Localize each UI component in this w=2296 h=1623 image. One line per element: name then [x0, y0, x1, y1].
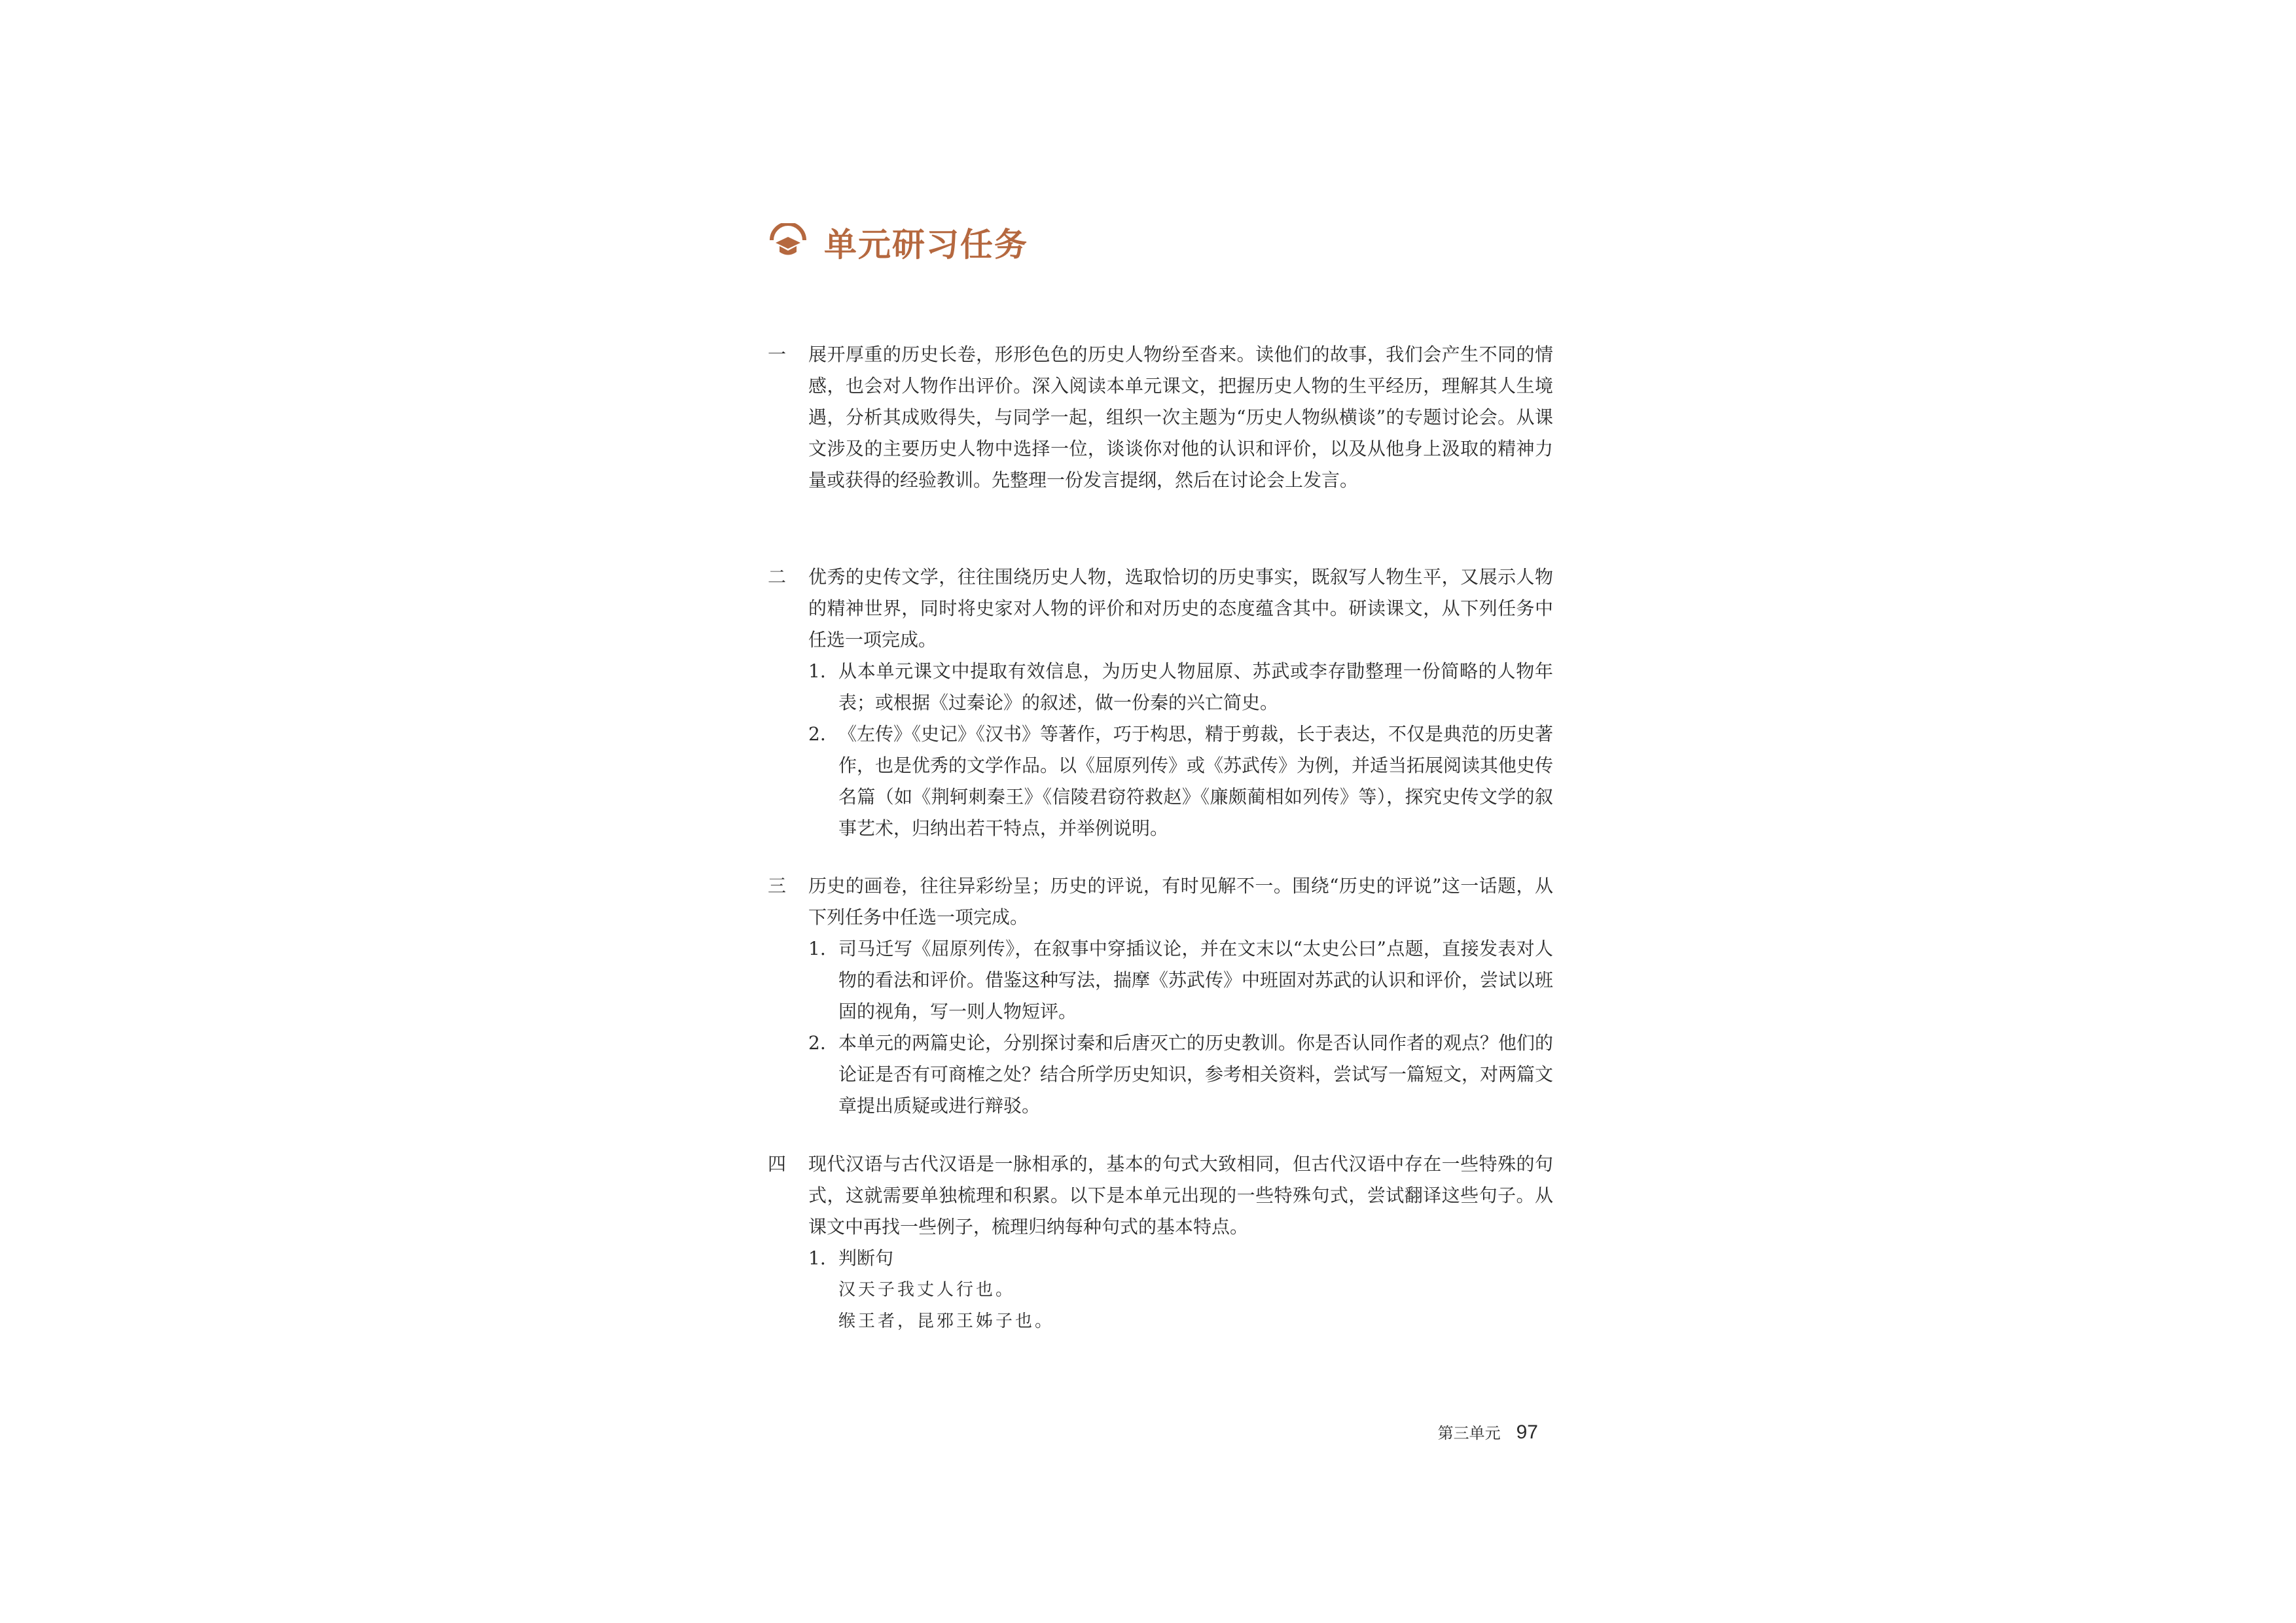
subtask-item: [808, 656, 1553, 719]
subtask-item: [808, 933, 1553, 1027]
task-2: [768, 562, 1553, 844]
task-number: 三: [768, 875, 787, 897]
task-text: 现代汉语与古代汉语是一脉相承的，基本的句式大致相同，但古代汉语中存在一些特殊的句式，这就需要单独梳理和积累。以下是本单元出现的一些特殊句式，尝试翻译这些句子。从课文中再找一些例子，梳理归纳每种句式的基本特点。: [808, 1153, 1553, 1238]
task-text: 展开厚重的历史长卷，形形色色的历史人物纷至沓来。读他们的故事，我们会产生不同的情感，也会对人物作出评价。深入阅读本单元课文，把握历史人物的生平经历，理解其人生境遇，分析其成败得失，与同学一起，组织一次主题为“历史人物纵横谈”的专题讨论会。从课文涉及的主要历史人物中选择一位，谈谈你对他的认识和评价，以及从他身上汲取的精神力量或获得的经验教训。先整理一份发言提纲，然后在讨论会上发言。: [808, 344, 1553, 491]
subtask-text: 从本单元课文中提取有效信息，为历史人物屈原、苏武或李存勖整理一份简略的人物年表；或根据《过秦论》的叙述，做一份秦的兴亡简史。: [838, 660, 1553, 713]
task-number: 一: [768, 344, 787, 365]
example-sentence: 缑王者，昆邪王姊子也。: [838, 1311, 1055, 1331]
page-footer: [1438, 1420, 1538, 1444]
task-3: [768, 870, 1553, 1122]
task-text: 优秀的史传文学，往往围绕历史人物，选取恰切的历史事实，既叙写人物生平，又展示人物的精神世界，同时将史家对人物的评价和对历史的态度蕴含其中。研读课文，从下列任务中任选一项完成。: [808, 566, 1553, 651]
subtask-item: [808, 1243, 1553, 1274]
task-4: [768, 1149, 1553, 1337]
subtask-text: 司马迁写《屈原列传》，在叙事中穿插议论，并在文末以“太史公曰”点题，直接发表对人物的看法和评价。借鉴这种写法，揣摩《苏武传》中班固对苏武的认识和评价，尝试以班固的视角，写一则人物短评。: [838, 938, 1554, 1022]
task-1: [768, 339, 1553, 496]
subtask-number: 2.: [808, 723, 826, 745]
subtask-number: 1.: [808, 660, 826, 682]
subtask-number: 1.: [808, 1247, 826, 1269]
example-sentence: 汉天子我丈人行也。: [838, 1280, 1016, 1300]
task-number: 四: [768, 1153, 787, 1175]
subtask-text: 判断句: [838, 1247, 894, 1269]
mortarboard-icon: [769, 223, 807, 261]
section-header: [769, 216, 1028, 268]
subtask-text: 本单元的两篇史论，分别探讨秦和后唐灭亡的历史教训。你是否认同作者的观点？他们的论证是否有可商榷之处？结合所学历史知识，参考相关资料，尝试写一篇短文，对两篇文章提出质疑或进行辩驳。: [838, 1032, 1554, 1116]
subtask-number: 2.: [808, 1032, 826, 1054]
task-text: 历史的画卷，往往异彩纷呈；历史的评说，有时见解不一。围绕“历史的评说”这一话题，从下列任务中任选一项完成。: [808, 875, 1553, 928]
subtask-item: [808, 719, 1553, 844]
page-number: 97: [1516, 1421, 1538, 1443]
subtask-number: 1.: [808, 938, 826, 959]
subtask-text: 《左传》《史记》《汉书》等著作，巧于构思，精于剪裁，长于表达，不仅是典范的历史著作，也是优秀的文学作品。以《屈原列传》或《苏武传》为例，并适当拓展阅读其他史传名篇（如《荆轲刺秦王》《信陵君窃符救赵》《廉颇蔺相如列传》等），探究史传文学的叙事艺术，归纳出若干特点，并举例说明。: [838, 723, 1554, 839]
unit-label: 第三单元: [1437, 1424, 1501, 1442]
subtask-item: [808, 1027, 1553, 1122]
page-title: 单元研习任务: [824, 226, 1028, 264]
task-number: 二: [768, 566, 787, 588]
